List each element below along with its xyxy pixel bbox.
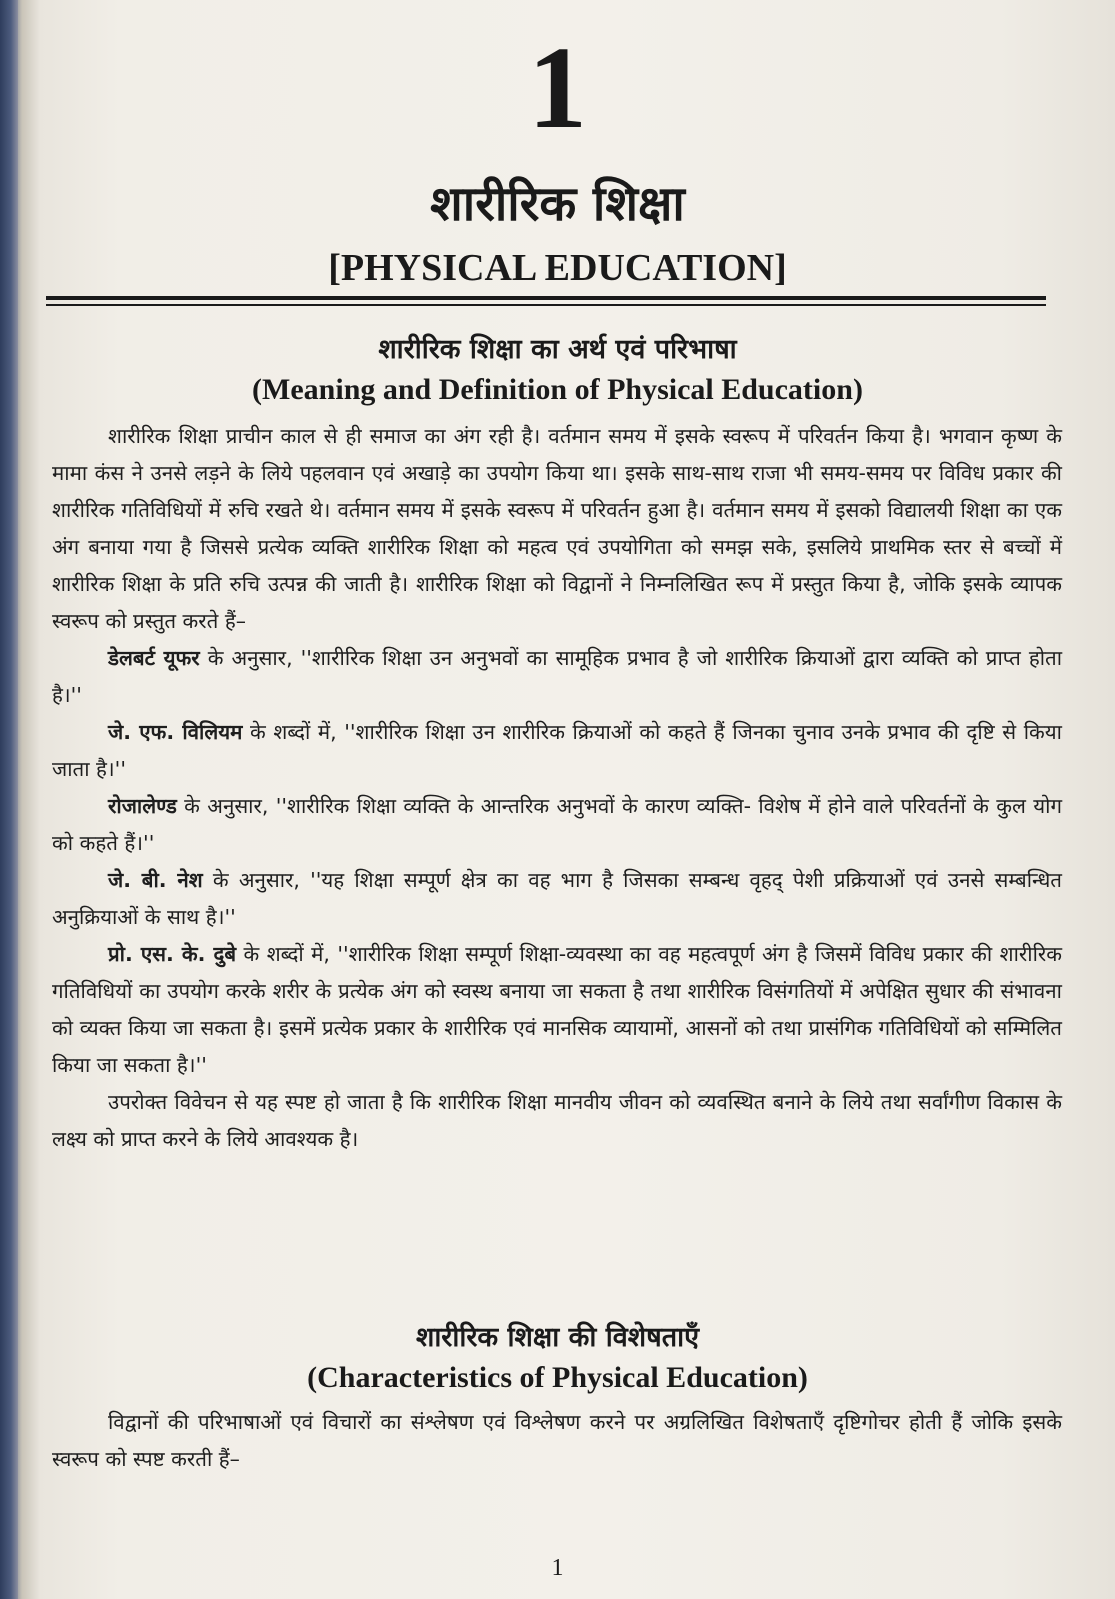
definition-author: प्रो. एस. के. दुबे xyxy=(108,942,237,966)
definition-paragraph xyxy=(52,788,1062,862)
section1-intro-paragraph: शारीरिक शिक्षा प्राचीन काल से ही समाज का अंग रही है। वर्तमान समय में इसके स्वरूप में परिवर्तन किया है। भगवान कृष्ण के मामा कंस ने उनसे लड़ने के लिये पहलवान एवं अखाड़े का उपयोग किया था। इसके साथ-साथ राजा भी समय-समय पर विविध प्रकार की शारीरिक गतिविधियों में रुचि रखते थे। वर्तमान समय में इसके स्वरूप में परिवर्तन हुआ है। वर्तमान समय में इसको विद्यालयी शिक्षा का एक अंग बनाया गया है जिससे प्रत्येक व्यक्ति शारीरिक शिक्षा को महत्व एवं उपयोगिता को समझ सके, इसलिये प्राथमिक स्तर से बच्चों में शारीरिक शिक्षा के प्रति रुचि उत्पन्न की जाती है। शारीरिक शिक्षा को विद्वानों ने निम्नलिखित रूप में प्रस्तुत किया है, जोकि इसके व्यापक स्वरूप को प्रस्तुत करते हैं– xyxy=(52,424,1062,633)
section1-body xyxy=(52,418,1062,1158)
definition-lead: के अनुसार, xyxy=(202,868,311,892)
definition-lead: के अनुसार, xyxy=(176,794,276,818)
definition-quote: ''शारीरिक शिक्षा उन अनुभवों का सामूहिक प्रभाव है जो शारीरिक क्रियाओं द्वारा व्यक्ति को प्राप्त होता है।'' xyxy=(52,646,1063,707)
section2-heading-english: (Characteristics of Physical Education) xyxy=(307,1361,808,1394)
section2-heading-hindi: शारीरिक शिक्षा की विशेषताएँ xyxy=(415,1322,700,1353)
section1-conclusion-paragraph: उपरोक्त विवेचन से यह स्पष्ट हो जाता है कि शारीरिक शिक्षा मानवीय जीवन को व्यवस्थित बनाने के लिये तथा सर्वांगीण विकास के लक्ष्य को प्राप्त करने के लिये आवश्यक है। xyxy=(52,1090,1062,1151)
definition-author: जे. एफ. विलियम xyxy=(108,720,243,744)
definition-paragraph xyxy=(52,640,1062,714)
chapter-title-hindi: शारीरिक शिक्षा xyxy=(430,176,685,232)
section1-heading-english: (Meaning and Definition of Physical Education) xyxy=(252,373,863,406)
chapter-title-english: [PHYSICAL EDUCATION] xyxy=(328,247,787,289)
section1-heading-hindi: शारीरिक शिक्षा का अर्थ एवं परिभाषा xyxy=(378,334,737,365)
definition-quote: ''शारीरिक शिक्षा सम्पूर्ण शिक्षा-व्यवस्था का वह महत्वपूर्ण अंग है जिसमें विविध प्रकार की शारीरिक गतिविधियों का उपयोग करके शरीर के प्रत्येक अंग को स्वस्थ बनाया जा सकता है तथा शारीरिक विसंगतियों में अपेक्षित सुधार की संभावना को व्यक्त किया जा सकता है। इसमें प्रत्येक प्रकार के शारीरिक एवं मानसिक व्यायामों, आसनों को तथा प्रासंगिक गतिविधियों को सम्मिलित किया जा सकता है।'' xyxy=(52,942,1063,1077)
definition-quote: ''शारीरिक शिक्षा उन शारीरिक क्रियाओं को कहते हैं जिनका चुनाव उनके प्रभाव की दृष्टि से किया जाता है।'' xyxy=(52,720,1062,781)
chapter-number: 1 xyxy=(528,22,587,153)
definition-quote: ''यह शिक्षा सम्पूर्ण क्षेत्र का वह भाग है जिसका सम्बन्ध वृहद् पेशी प्रक्रियाओं एवं उनसे सम्बन्धित अनुक्रियाओं के साथ है।'' xyxy=(52,868,1062,929)
definition-author: रोजालेण्ड xyxy=(108,794,177,818)
definition-paragraph xyxy=(52,714,1062,788)
definition-paragraph xyxy=(52,862,1062,936)
definition-lead: के अनुसार, xyxy=(199,646,301,670)
title-divider xyxy=(46,296,1046,310)
section2-intro-paragraph: विद्वानों की परिभाषाओं एवं विचारों का संश्लेषण एवं विश्लेषण करने पर अग्रलिखित विशेषताएँ दृष्टिगोचर होती हैं जोकि इसके स्वरूप को स्पष्ट करती हैं– xyxy=(52,1410,1062,1471)
page-number: 1 xyxy=(551,1555,564,1581)
section2-body xyxy=(52,1404,1062,1478)
definition-quote: ''शारीरिक शिक्षा व्यक्ति के आन्तरिक अनुभवों के कारण व्यक्ति- विशेष में होने वाले परिवर्तनों के कुल योग को कहते हैं।'' xyxy=(52,794,1062,855)
definition-author: जे. बी. नेश xyxy=(108,868,203,892)
definition-paragraph xyxy=(52,936,1062,1084)
definition-lead: के शब्दों में, xyxy=(236,942,338,966)
definition-lead: के शब्दों में, xyxy=(242,720,345,744)
definition-author: डेलबर्ट यूफर xyxy=(108,646,200,670)
